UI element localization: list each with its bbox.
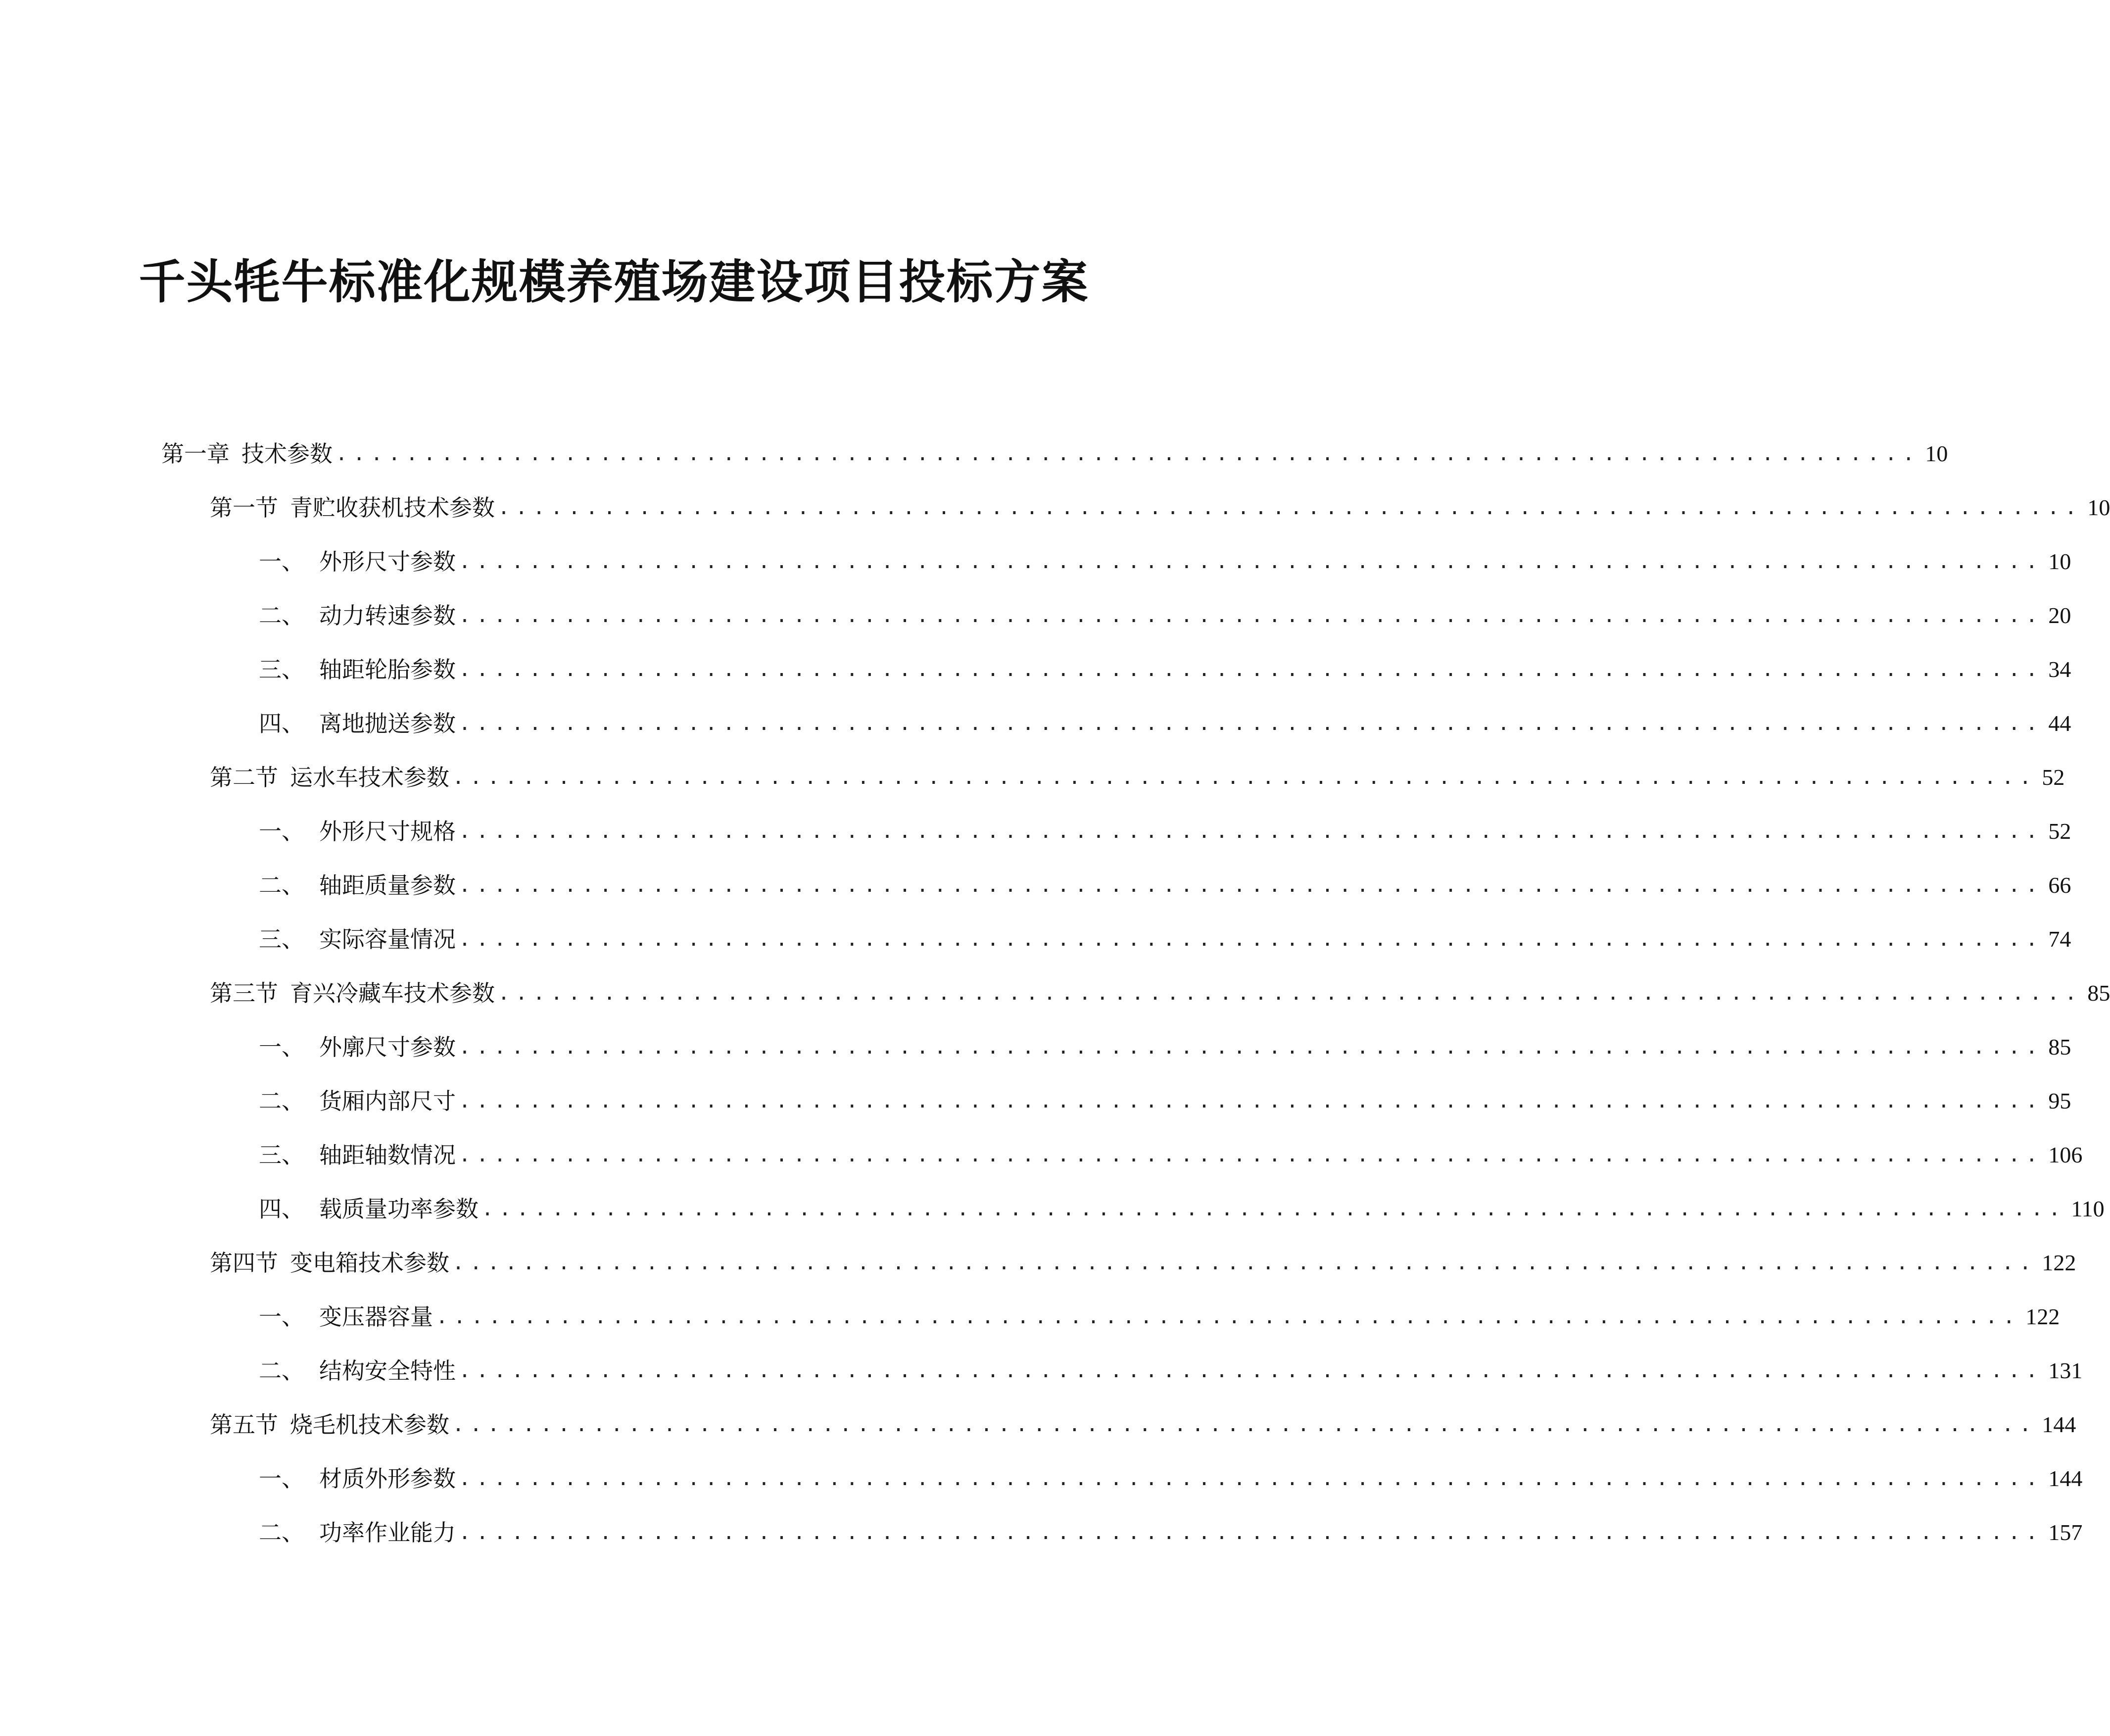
toc-entry[interactable] bbox=[259, 1030, 2071, 1064]
toc-entry[interactable] bbox=[161, 436, 1948, 471]
toc-entry-page: 110 bbox=[2071, 1196, 2105, 1221]
toc-entry-label bbox=[259, 1138, 456, 1172]
toc-dot-leader: .......................................................................................... bbox=[459, 1144, 2044, 1166]
toc-entry[interactable] bbox=[259, 1515, 2083, 1550]
toc-entry-number: 第一节 bbox=[210, 494, 278, 521]
toc-entry-title: 运水车技术参数 bbox=[290, 764, 449, 791]
toc-entry-page: 85 bbox=[2048, 1034, 2071, 1060]
toc-entry-title: 实际容量情况 bbox=[319, 926, 456, 953]
toc-entry-page: 122 bbox=[2042, 1250, 2076, 1275]
toc-entry-title: 轴距质量参数 bbox=[319, 872, 456, 899]
toc-entry-label bbox=[259, 598, 456, 633]
toc-entry[interactable] bbox=[259, 1192, 2105, 1226]
toc-entry-label bbox=[259, 1192, 479, 1226]
toc-entry-label bbox=[259, 1030, 456, 1064]
toc-entry-number: 第一章 bbox=[161, 440, 230, 467]
toc-entry-label bbox=[210, 976, 495, 1011]
toc-entry[interactable] bbox=[210, 760, 2065, 795]
toc-entry[interactable] bbox=[259, 868, 2071, 903]
toc-entry-page: 44 bbox=[2048, 711, 2071, 736]
toc-entry[interactable] bbox=[210, 1246, 2076, 1280]
toc-entry-title: 功率作业能力 bbox=[319, 1519, 456, 1546]
toc-entry[interactable] bbox=[259, 1353, 2083, 1388]
toc-entry-label bbox=[259, 1515, 456, 1550]
toc-entry-number: 一、 bbox=[259, 1303, 304, 1330]
toc-entry-number: 四、 bbox=[259, 710, 304, 737]
toc-entry-title: 离地抛送参数 bbox=[319, 710, 456, 737]
toc-entry-page: 122 bbox=[2025, 1304, 2060, 1329]
toc-entry-number: 一、 bbox=[259, 818, 304, 845]
toc-dot-leader: .......................................................................................... bbox=[452, 1252, 2037, 1274]
toc-dot-leader: .......................................................................................... bbox=[459, 874, 2044, 897]
toc-entry-number: 三、 bbox=[259, 926, 304, 953]
toc-dot-leader: .......................................................................................... bbox=[452, 766, 2037, 789]
toc-entry[interactable] bbox=[210, 490, 2110, 525]
toc-entry-number: 二、 bbox=[259, 872, 304, 899]
toc-entry-page: 20 bbox=[2048, 603, 2071, 628]
toc-entry-page: 34 bbox=[2048, 657, 2071, 682]
toc-entry[interactable] bbox=[210, 1407, 2076, 1442]
toc-dot-leader: .......................................................................................... bbox=[498, 496, 2083, 519]
toc-entry-label bbox=[259, 544, 456, 579]
toc-entry-label bbox=[210, 490, 495, 525]
toc-entry-title: 货厢内部尺寸 bbox=[319, 1088, 456, 1114]
toc-entry-number: 第五节 bbox=[210, 1411, 278, 1438]
toc-entry-number: 一、 bbox=[259, 1465, 304, 1492]
toc-entry-number: 三、 bbox=[259, 656, 304, 683]
toc-entry-page: 52 bbox=[2048, 819, 2071, 844]
toc-entry-page: 131 bbox=[2048, 1358, 2083, 1383]
toc-entry-page: 144 bbox=[2048, 1466, 2083, 1491]
toc-entry-title: 变压器容量 bbox=[319, 1303, 433, 1330]
toc-entry-title: 育兴冷藏车技术参数 bbox=[290, 980, 495, 1007]
toc-entry-title: 轴距轮胎参数 bbox=[319, 656, 456, 683]
toc-entry[interactable] bbox=[259, 1084, 2071, 1118]
toc-entry-number: 第四节 bbox=[210, 1250, 278, 1276]
toc-dot-leader: .......................................................................................... bbox=[336, 442, 1920, 465]
toc-entry-label bbox=[259, 652, 456, 687]
toc-entry[interactable] bbox=[259, 1138, 2083, 1172]
toc-dot-leader: .......................................................................................... bbox=[459, 1467, 2044, 1490]
toc-entry[interactable] bbox=[259, 652, 2071, 687]
toc-entry-page: 74 bbox=[2048, 926, 2071, 952]
toc-dot-leader: .......................................................................................... bbox=[459, 550, 2044, 573]
toc-entry-label bbox=[210, 1246, 449, 1280]
toc-entry-page: 66 bbox=[2048, 872, 2071, 898]
document-title: 千头牦牛标准化规模养殖场建设项目投标方案 bbox=[139, 255, 1089, 309]
toc-dot-leader: .......................................................................................... bbox=[459, 1090, 2044, 1112]
toc-entry-page: 10 bbox=[2087, 495, 2110, 520]
toc-entry-number: 二、 bbox=[259, 602, 304, 629]
toc-entry-label bbox=[210, 760, 449, 795]
toc-entry-number: 二、 bbox=[259, 1088, 304, 1114]
toc-entry-label bbox=[259, 814, 456, 849]
toc-entry-number: 二、 bbox=[259, 1519, 304, 1546]
toc-entry-page: 10 bbox=[1925, 441, 1948, 466]
toc-entry[interactable] bbox=[259, 922, 2071, 957]
toc-entry[interactable] bbox=[259, 1300, 2060, 1334]
toc-entry-title: 烧毛机技术参数 bbox=[290, 1411, 449, 1438]
toc-entry-title: 轴距轴数情况 bbox=[319, 1142, 456, 1168]
toc-entry-label bbox=[210, 1407, 449, 1442]
toc-entry-title: 外廓尺寸参数 bbox=[319, 1034, 456, 1061]
toc-entry[interactable] bbox=[210, 976, 2110, 1011]
toc-dot-leader: .......................................................................................... bbox=[459, 928, 2044, 951]
toc-entry-number: 二、 bbox=[259, 1357, 304, 1384]
toc-entry-title: 结构安全特性 bbox=[319, 1357, 456, 1384]
toc-entry-title: 动力转速参数 bbox=[319, 602, 456, 629]
toc-dot-leader: .......................................................................................... bbox=[459, 1036, 2044, 1059]
toc-dot-leader: .......................................................................................... bbox=[498, 982, 2083, 1005]
toc-dot-leader: .......................................................................................... bbox=[481, 1198, 2066, 1220]
toc-entry[interactable] bbox=[259, 1461, 2083, 1496]
toc-entry-label bbox=[259, 1461, 456, 1496]
toc-entry-label bbox=[259, 1084, 456, 1118]
toc-entry-page: 10 bbox=[2048, 549, 2071, 574]
toc-entry-label bbox=[161, 436, 333, 471]
toc-entry-label bbox=[259, 868, 456, 903]
toc-entry-title: 技术参数 bbox=[241, 440, 333, 467]
toc-entry-title: 材质外形参数 bbox=[319, 1465, 456, 1492]
toc-entry[interactable] bbox=[259, 706, 2071, 741]
toc-dot-leader: .......................................................................................... bbox=[459, 820, 2044, 843]
toc-dot-leader: .......................................................................................... bbox=[459, 1359, 2044, 1382]
toc-entry-number: 三、 bbox=[259, 1142, 304, 1168]
toc-dot-leader: .......................................................................................... bbox=[459, 604, 2044, 627]
toc-entry-label bbox=[259, 706, 456, 741]
toc-entry-title: 变电箱技术参数 bbox=[290, 1250, 449, 1276]
toc-entry-number: 四、 bbox=[259, 1196, 304, 1222]
toc-entry-number: 第三节 bbox=[210, 980, 278, 1007]
toc-entry-label bbox=[259, 1353, 456, 1388]
toc-dot-leader: .......................................................................................... bbox=[452, 1413, 2037, 1436]
toc-entry-page: 85 bbox=[2087, 980, 2110, 1006]
toc-dot-leader: .......................................................................................... bbox=[436, 1305, 2021, 1328]
toc-entry-title: 外形尺寸规格 bbox=[319, 818, 456, 845]
toc-entry[interactable] bbox=[259, 814, 2071, 849]
toc-dot-leader: .......................................................................................... bbox=[459, 1521, 2044, 1544]
toc-entry-page: 157 bbox=[2048, 1520, 2083, 1545]
toc-entry[interactable] bbox=[259, 544, 2071, 579]
toc-entry-title: 青贮收获机技术参数 bbox=[290, 494, 495, 521]
toc-entry-title: 外形尺寸参数 bbox=[319, 548, 456, 575]
toc-entry-number: 一、 bbox=[259, 548, 304, 575]
toc-entry-number: 第二节 bbox=[210, 764, 278, 791]
toc-entry-number: 一、 bbox=[259, 1034, 304, 1061]
toc-dot-leader: .......................................................................................... bbox=[459, 658, 2044, 681]
toc-dot-leader: .......................................................................................... bbox=[459, 712, 2044, 735]
toc-entry[interactable] bbox=[259, 598, 2071, 633]
toc-entry-title: 载质量功率参数 bbox=[319, 1196, 479, 1222]
toc-entry-page: 144 bbox=[2042, 1412, 2076, 1437]
toc-entry-label bbox=[259, 922, 456, 957]
toc-entry-page: 106 bbox=[2048, 1142, 2083, 1167]
toc-entry-page: 52 bbox=[2042, 765, 2065, 790]
toc-entry-label bbox=[259, 1300, 433, 1334]
toc-entry-page: 95 bbox=[2048, 1088, 2071, 1113]
